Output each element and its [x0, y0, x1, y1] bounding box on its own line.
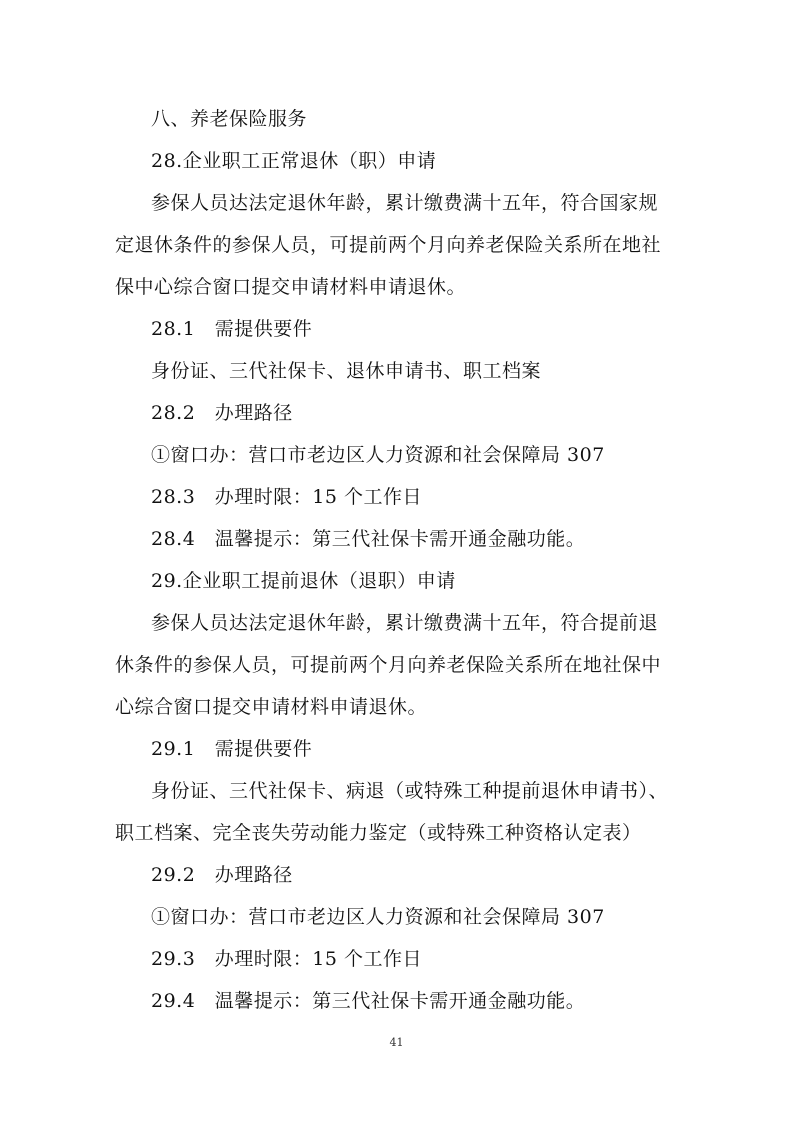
item-29-desc-line-1: 参保人员达法定退休年龄，累计缴费满十五年，符合提前退 [151, 612, 659, 634]
item-28-desc-line-1: 参保人员达法定退休年龄，累计缴费满十五年，符合国家规 [151, 192, 659, 214]
item-28-title: 28.企业职工正常退休（职）申请 [151, 150, 437, 172]
item-28-3-time-limit: 28.3 办理时限：15 个工作日 [151, 486, 423, 508]
item-28-desc-line-3: 保中心综合窗口提交申请材料申请退休。 [115, 276, 467, 298]
item-28-2-heading: 28.2 办理路径 [151, 402, 293, 424]
item-28-1-heading: 28.1 需提供要件 [151, 318, 313, 340]
item-29-desc-line-2: 休条件的参保人员，可提前两个月向养老保险关系所在地社保中 [115, 654, 662, 676]
item-29-title: 29.企业职工提前退休（退职）申请 [151, 570, 456, 592]
item-28-4-tip: 28.4 温馨提示：第三代社保卡需开通金融功能。 [151, 528, 586, 550]
item-29-2-content: ①窗口办：营口市老边区人力资源和社会保障局 307 [151, 906, 605, 928]
item-28-desc-line-2: 定退休条件的参保人员，可提前两个月向养老保险关系所在地社 [115, 234, 662, 256]
item-29-desc-line-3: 心综合窗口提交申请材料申请退休。 [115, 696, 428, 718]
page-number: 41 [389, 1036, 404, 1049]
item-29-2-heading: 29.2 办理路径 [151, 864, 293, 886]
item-29-4-tip: 29.4 温馨提示：第三代社保卡需开通金融功能。 [151, 990, 586, 1012]
item-29-1-content-line-1: 身份证、三代社保卡、病退（或特殊工种提前退休申请书）、 [151, 780, 669, 802]
section-heading: 八、养老保险服务 [151, 108, 308, 130]
item-29-1-heading: 29.1 需提供要件 [151, 738, 313, 760]
item-28-1-content: 身份证、三代社保卡、退休申请书、职工档案 [151, 360, 542, 382]
item-28-2-content: ①窗口办：营口市老边区人力资源和社会保障局 307 [151, 444, 605, 466]
item-29-3-time-limit: 29.3 办理时限：15 个工作日 [151, 948, 423, 970]
item-29-1-content-line-2: 职工档案、完全丧失劳动能力鉴定（或特殊工种资格认定表） [115, 822, 642, 844]
